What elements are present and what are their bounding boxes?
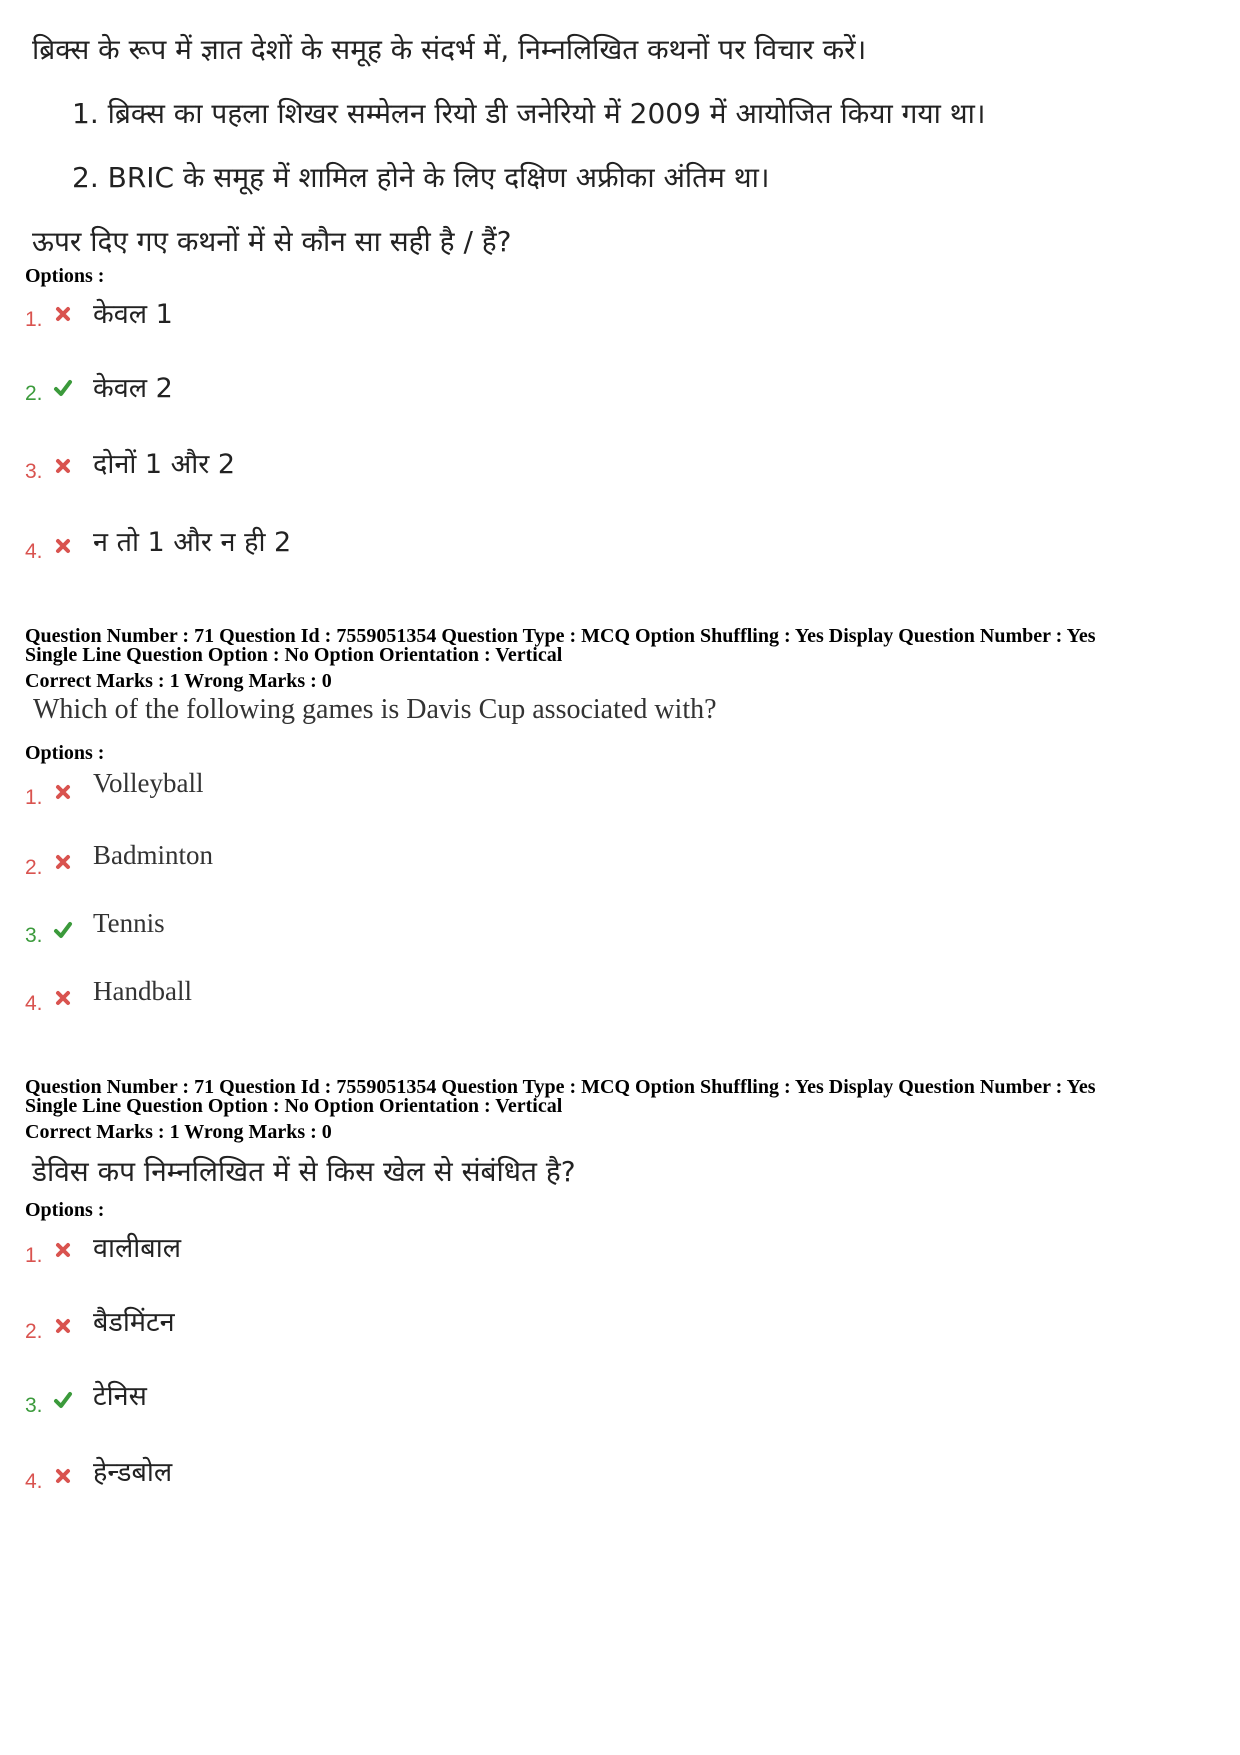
check-icon [53, 920, 73, 940]
option-text: केवल 2 [93, 373, 173, 404]
question-text: ब्रिक्स के रूप में ज्ञात देशों के समूह के संदर्भ में, निम्नलिखित कथनों पर विचार करें। [32, 33, 867, 66]
marks-line: Correct Marks : 1 Wrong Marks : 0 [25, 670, 332, 692]
cross-icon [53, 1466, 73, 1486]
option-number: 2. [25, 382, 43, 405]
cross-icon [53, 1316, 73, 1336]
question-text: Which of the following games is Davis Cup associated with? [33, 694, 717, 725]
cross-icon [53, 782, 73, 802]
question-meta-line1: Question Number : 71 Question Id : 7559051354 Question Type : MCQ Option Shuffling : Yes Display Question Number : Yes [25, 1076, 1096, 1098]
option-text: Tennis [93, 908, 165, 938]
option-text: Badminton [93, 840, 213, 870]
cross-icon [53, 988, 73, 1008]
question-text: डेविस कप निम्नलिखित में से किस खेल से संबंधित है? [32, 1155, 576, 1188]
question-meta-line2: Single Line Question Option : No Option Orientation : Vertical [25, 1095, 563, 1117]
options-label: Options : [25, 1199, 105, 1221]
option-number: 4. [25, 1470, 43, 1493]
statement-2: 2. BRIC के समूह में शामिल होने के लिए दक्षिण अफ्रीका अंतिम था। [72, 161, 770, 194]
option-text: वालीबाल [93, 1233, 182, 1264]
option-text: टेनिस [93, 1381, 147, 1412]
cross-icon [53, 536, 73, 556]
question-meta-line2: Single Line Question Option : No Option Orientation : Vertical [25, 644, 563, 666]
cross-icon [53, 1240, 73, 1260]
option-text: बैडमिंटन [93, 1307, 175, 1338]
cross-icon [53, 304, 73, 324]
option-number: 4. [25, 992, 43, 1015]
cross-icon [53, 456, 73, 476]
option-number: 2. [25, 856, 43, 879]
option-number: 3. [25, 460, 43, 483]
options-label: Options : [25, 265, 105, 287]
option-number: 4. [25, 540, 43, 563]
check-icon [53, 378, 73, 398]
cross-icon [53, 852, 73, 872]
question-meta-line1: Question Number : 71 Question Id : 7559051354 Question Type : MCQ Option Shuffling : Yes Display Question Number : Yes [25, 625, 1096, 647]
options-label: Options : [25, 742, 105, 764]
option-text: दोनों 1 और 2 [93, 449, 236, 480]
option-number: 3. [25, 1394, 43, 1417]
option-number: 3. [25, 924, 43, 947]
option-number: 2. [25, 1320, 43, 1343]
statement-1: 1. ब्रिक्स का पहला शिखर सम्मेलन रियो डी जनेरियो में 2009 में आयोजित किया गया था। [72, 97, 986, 130]
option-text: Handball [93, 976, 192, 1006]
option-text: Volleyball [93, 768, 204, 798]
option-number: 1. [25, 786, 43, 809]
option-number: 1. [25, 1244, 43, 1267]
option-number: 1. [25, 308, 43, 331]
option-text: न तो 1 और न ही 2 [93, 527, 292, 558]
option-text: हेन्डबोल [93, 1457, 173, 1488]
marks-line: Correct Marks : 1 Wrong Marks : 0 [25, 1121, 332, 1143]
question-prompt: ऊपर दिए गए कथनों में से कौन सा सही है / हैं? [32, 225, 512, 258]
option-text: केवल 1 [93, 299, 173, 330]
check-icon [53, 1390, 73, 1410]
